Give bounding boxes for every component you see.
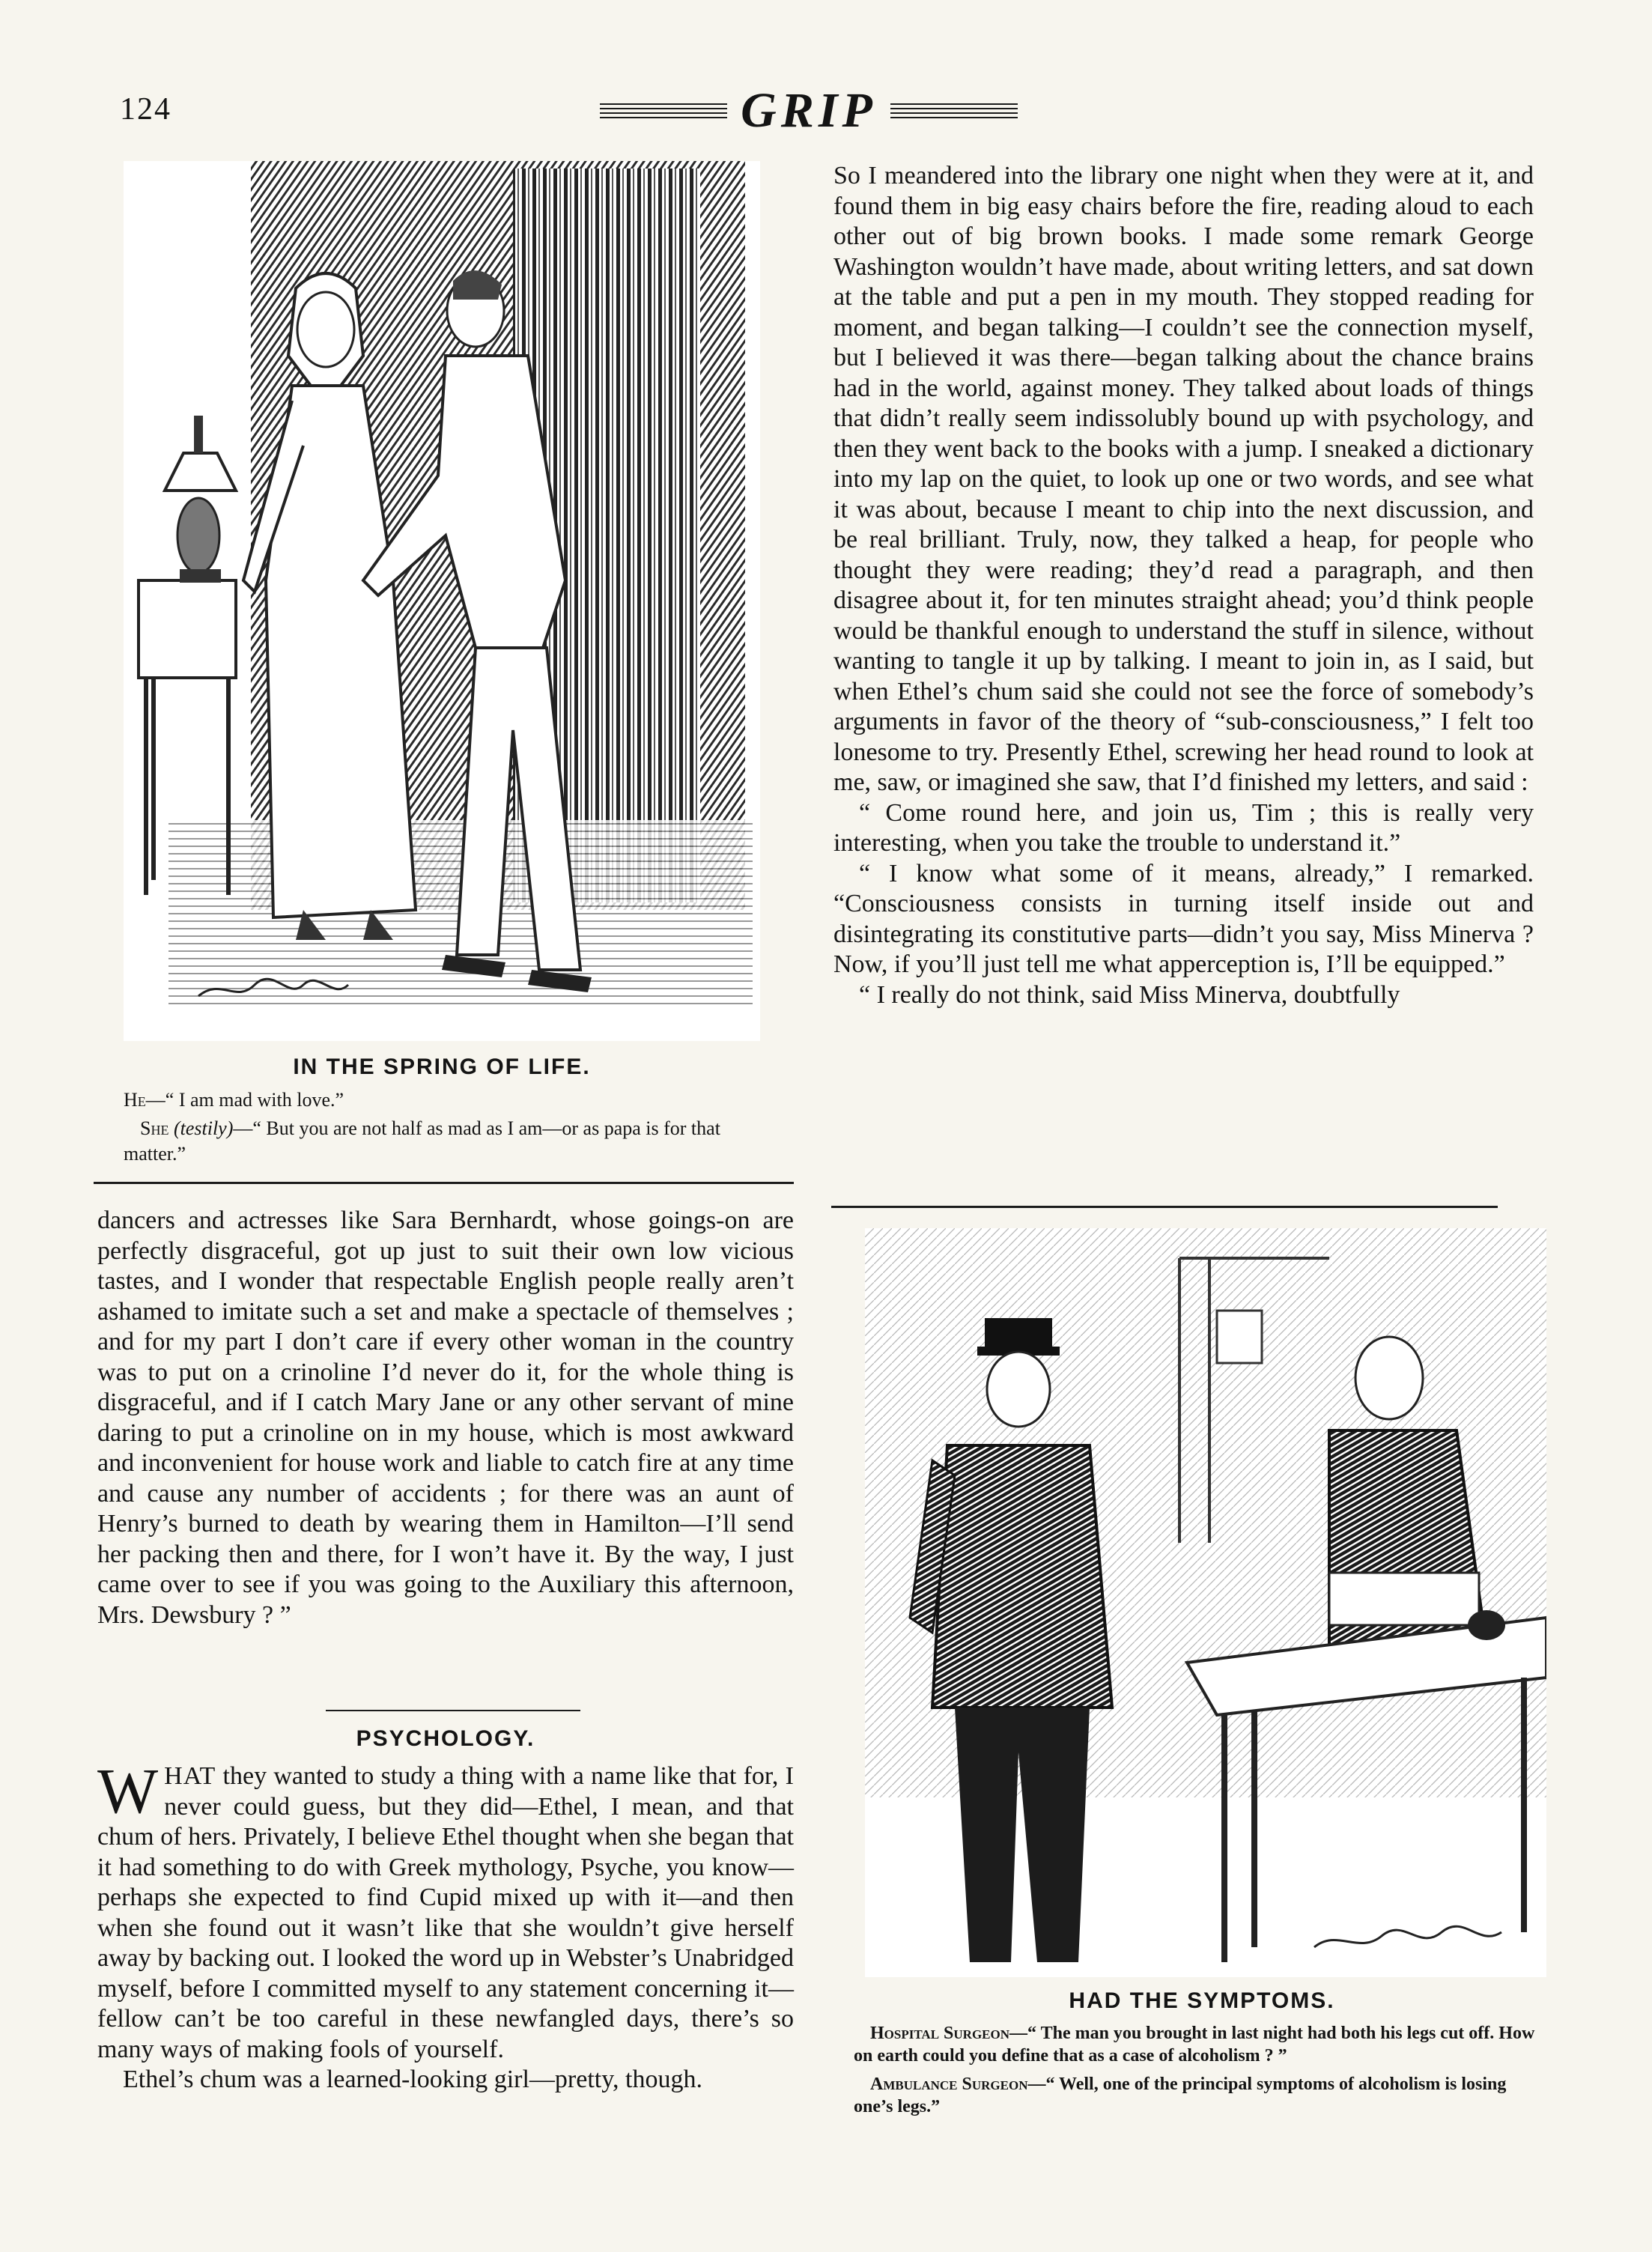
- section-divider-left: [94, 1182, 794, 1184]
- psychology-paragraph-2: Ethel’s chum was a learned-looking girl—pretty, though.: [123, 2066, 702, 2093]
- psychology-heading: PSYCHOLOGY.: [356, 1726, 535, 1751]
- ambulance-line: —“ Well, one of the principal symptoms of alcoholism is losing one’s legs.”: [854, 2075, 1507, 2116]
- artist-signature-2: [1314, 1926, 1501, 1947]
- right-paragraph-1: So I meandered into the library one night when they were at it, and found them in big easy chairs before the fire, reading aloud to each other out of big brown books. I made some remark George Washington wouldn’t have made, about writing letters, and sat down at the table and put a pen in my mouth. They stopped reading for moment, and began talking—I couldn’t see the connection myself, but I believed it was there—began talking about the chance brains had in the world, against money. They talked about loads of things that didn’t really seem indissolubly bound up with psychology, and then they went back to the books with a jump. I sneaked a dictionary into my lap on the quiet, to look up one or two words, and see what it was about, because I meant to chip into the next discussion, and be real brilliant. Truly, now, they talked a heap, for people who thought they were reading; they’d read a paragraph, and then disagree about it, for ten minutes straight ahead; you’d think people would be thankful enough to understand the stuff in silence, without wanting to tangle it up by talking. I meant to join in, as I said, but when Ethel’s chum said she could not see the force of somebody’s arguments in favor of the theory of “sub-consciousness,” I felt too lonesome to try. Presently Ethel, screwing her head round to look at me, saw, or imagined she saw, that I’d finished my letters, and said :: [833, 162, 1534, 796]
- spring-caption-title: IN THE SPRING OF LIFE.: [293, 1054, 591, 1079]
- page-number: 124: [120, 92, 171, 127]
- symptoms-caption-title: HAD THE SYMPTOMS.: [1069, 1988, 1335, 2013]
- psychology-paragraph-1: [97, 1755, 794, 2065]
- section-divider-right: [831, 1206, 1498, 1208]
- right-paragraph-2: “ Come round here, and join us, Tim ; this is really very interesting, when you take the trouble to understand it.”: [833, 798, 1534, 857]
- masthead-rule-left: [600, 103, 727, 118]
- he-line: —“ I am mad with love.”: [145, 1089, 344, 1111]
- symptoms-caption-ambulance: [854, 2073, 1535, 2118]
- psychology-rule: [326, 1710, 580, 1711]
- masthead-rule-right: [890, 103, 1018, 118]
- she-direction: (testily): [173, 1117, 234, 1139]
- she-line: —“ But you are not half as mad as I am—or as papa is for that matter.”: [124, 1117, 720, 1165]
- left-continuation-paragraph: dancers and actresses like Sara Bernhardt, whose goings-on are perfectly disgraceful, got up just to suit their own low vicious tastes, and I wonder that respectable English people really aren’t ashamed to imitate such a set and make a spectacle of themselves ; and for my part I don’t care if every other woman in the country was to put on a crinoline I’d never do it, for the whole thing is disgraceful, and if I catch Mary Jane or any other servant of mine daring to put a crinoline on in my house, which is most awkward and inconvenient for house work and liable to catch fire at any time and cause any number of accidents ; for there was an aunt of Henry’s burned to death by wearing them in Hamilton—I’ll send her packing then and there, for I won’t have it. By the way, I just came over to see if you was going to the Auxiliary this afternoon, Mrs. Dewsbury ? ”: [97, 1207, 794, 1629]
- she-speaker: She: [140, 1117, 169, 1139]
- left-column-continuation: [97, 1206, 794, 1630]
- psychology-para1-text: they wanted to study a thing with a name like that for, I never could guess, but they did—Ethel, I mean, and that chum of hers. Privately, I believe Ethel thought when she began that it had something to do with Greek mythology, Psyche, you know—perhaps she expected to find Cupid mixed up with it—and then when she found out it wasn’t like that she wouldn’t give herself away by backing out. I looked the word up in Webster’s Unabridged myself, before I committed myself to any statement concerning it—fellow can’t be too careful in these newfangled days, there’s so many ways of making fools of yourself.: [97, 1762, 794, 2063]
- first-word-rest: HAT: [164, 1762, 216, 1790]
- spring-of-life-illustration: [124, 161, 760, 1041]
- ambulance-speaker: Ambulance Surgeon: [870, 2075, 1028, 2094]
- wall-frame: [1217, 1311, 1262, 1363]
- right-paragraph-3: “ I know what some of it means, already,” I remarked. “Consciousness consists in turning itself inside out and disintegrating its constitutive parts—didn’t you say, Miss Minerva ? Now, if you’ll just tell me what apperception is, I’ll be equipped.”: [833, 859, 1534, 978]
- masthead: [569, 81, 1048, 141]
- spring-caption-he: [124, 1087, 775, 1113]
- spring-caption-she: [124, 1116, 783, 1167]
- psychology-article: [97, 1755, 794, 2095]
- had-the-symptoms-illustration: [865, 1228, 1546, 1977]
- symptoms-caption-hospital: [854, 2022, 1535, 2067]
- right-column-text: [833, 161, 1534, 1010]
- hospital-line: —“ The man you brought in last night had both his legs cut off. How on earth could you define that as a case of alcoholism ? ”: [854, 2024, 1535, 2066]
- drop-cap: W: [97, 1755, 159, 1827]
- right-paragraph-4: “ I really do not think, said Miss Minerva, doubtfully: [859, 980, 1400, 1009]
- hospital-speaker: Hospital Surgeon: [870, 2024, 1010, 2043]
- masthead-title: GRIP: [741, 83, 877, 138]
- he-speaker: He: [124, 1089, 146, 1111]
